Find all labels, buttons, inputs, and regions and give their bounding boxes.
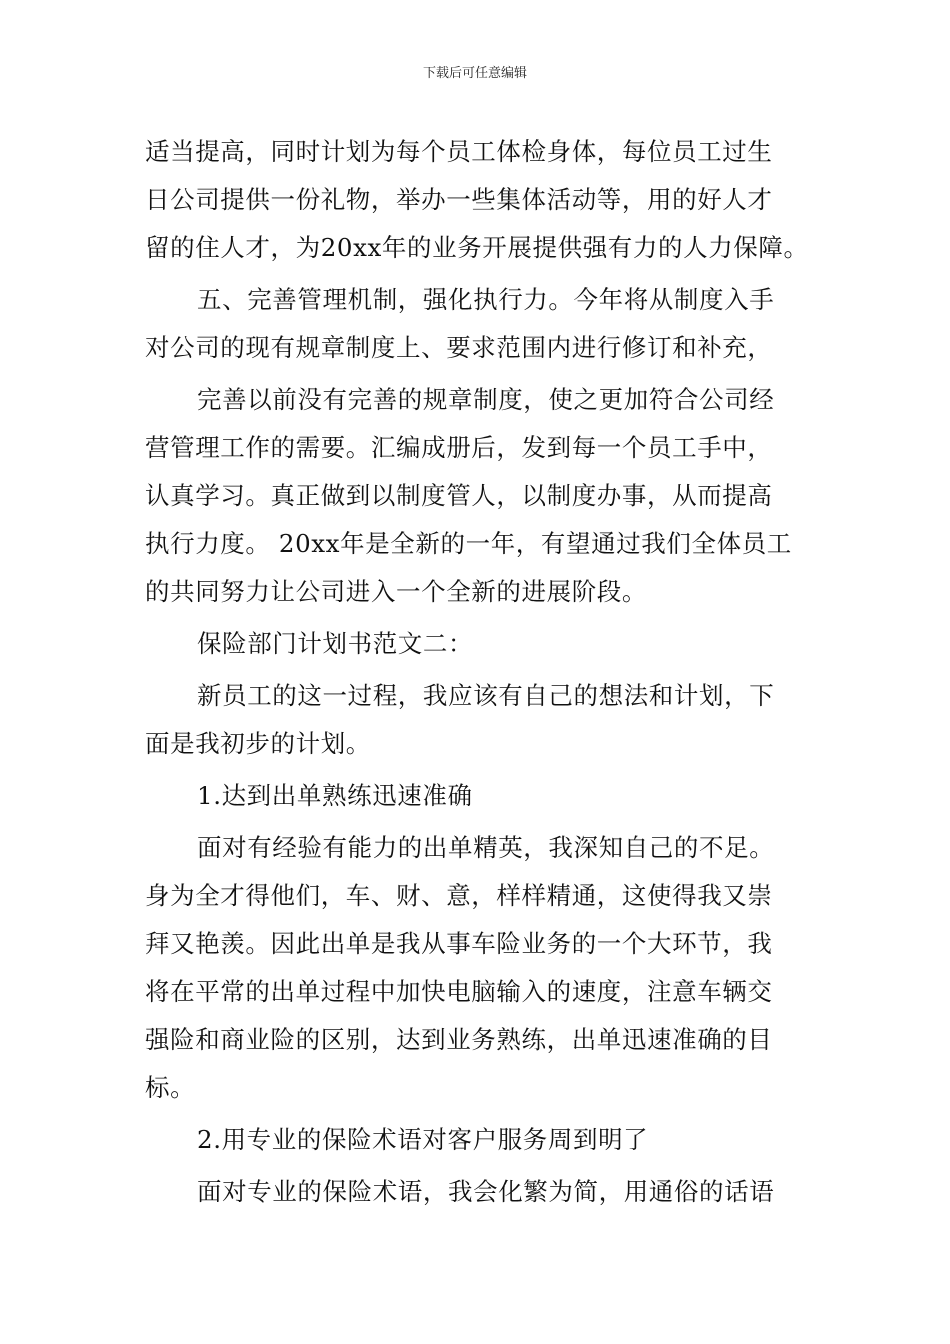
page-header: 下载后可任意编辑 <box>422 66 527 81</box>
text-line: 营管理工作的需要。汇编成册后，发到每一个员工手中， <box>145 433 773 462</box>
text-line: 强险和商业险的区别，达到业务熟练，出单迅速准确的目 <box>145 1025 773 1054</box>
paragraph-start-line: 面对有经验有能力的出单精英，我深知自己的不足。 <box>197 833 775 862</box>
text-line: 将在平常的出单过程中加快电脑输入的速度，注意车辆交 <box>145 977 773 1006</box>
paragraph-start-line: 五、完善管理机制，强化执行力。今年将从制度入手 <box>197 285 775 314</box>
text-line: 标。 <box>145 1073 196 1102</box>
document-body <box>145 128 810 1216</box>
paragraph-start-line: 完善以前没有完善的规章制度，使之更加符合公司经 <box>197 385 775 414</box>
paragraph-start-line: 新员工的这一过程，我应该有自己的想法和计划，下 <box>197 681 775 710</box>
text-line: 认真学习。真正做到以制度管人，以制度办事，从而提高 <box>145 481 773 510</box>
paragraph-start-line: 面对专业的保险术语，我会化繁为简，用通俗的话语 <box>197 1177 775 1206</box>
text-line: 面是我初步的计划。 <box>145 729 371 758</box>
text-line: 的共同努力让公司进入一个全新的进展阶段。 <box>145 577 647 606</box>
text-line: 身为全才得他们，车、财、意，样样精通，这使得我又崇 <box>145 881 773 910</box>
text-line: 拜又艳羡。因此出单是我从事车险业务的一个大环节，我 <box>145 929 773 958</box>
text-line: 适当提高，同时计划为每个员工体检身体，每位员工过生 <box>145 137 773 166</box>
numbered-heading: 1.达到出单熟练迅速准确 <box>197 781 473 810</box>
text-line: 日公司提供一份礼物，举办一些集体活动等，用的好人才 <box>145 185 773 214</box>
text-line: 执行力度。 20xx年是全新的一年，有望通过我们全体员工 <box>145 529 792 558</box>
numbered-heading: 2.用专业的保险术语对客户服务周到明了 <box>197 1125 649 1154</box>
text-line: 对公司的现有规章制度上、要求范围内进行修订和补充， <box>145 333 773 362</box>
text-line: 留的住人才，为20xx年的业务开展提供强有力的人力保障。 <box>145 233 809 262</box>
section-heading: 保险部门计划书范文二： <box>197 629 474 658</box>
